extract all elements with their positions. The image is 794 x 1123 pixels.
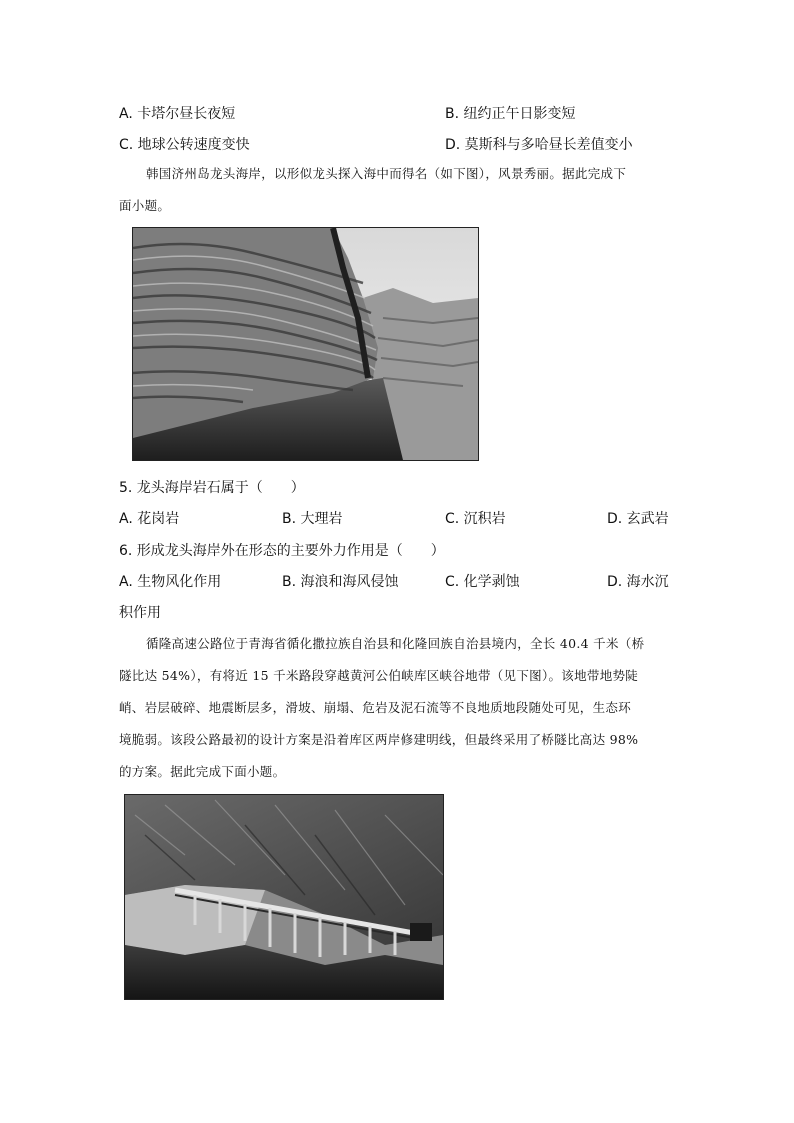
q6-option-d: D. 海水沉 [607,574,669,590]
q4-option-b: B. 纽约正午日影变短 [445,106,576,122]
intro-paragraph-2-line3: 峭、岩层破碎、地震断层多，滑坡、崩塌、危岩及泥石流等不良地质地段随处可见，生态环 [119,700,632,715]
highway-bridge-illustration [125,795,443,999]
intro-paragraph-2-line1: 循隆高速公路位于青海省循化撒拉族自治县和化隆回族自治县境内，全长 40.4 千米（桥 [146,636,645,651]
q5-stem: 5. 龙头海岸岩石属于（ ） [119,480,305,496]
intro-paragraph-1-line1: 韩国济州岛龙头海岸，以形似龙头探入海中而得名（如下图），风景秀丽。据此完成下 [146,166,627,181]
intro-paragraph-2-line2: 隧比达 54%），有将近 15 千米路段穿越黄河公伯峡库区峡谷地带（见下图）。该地带地势陡 [119,668,639,683]
q6-option-a: A. 生物风化作用 [119,574,222,590]
intro-paragraph-2-line4: 境脆弱。该段公路最初的设计方案是沿着库区两岸修建明线，但最终采用了桥隧比高达 98% [119,732,639,747]
highway-bridge-photo [124,794,444,1000]
q6-stem: 6. 形成龙头海岸外在形态的主要外力作用是（ ） [119,543,445,559]
coast-rock-illustration [133,228,478,460]
intro-paragraph-2-line5: 的方案。据此完成下面小题。 [119,764,286,779]
q4-option-a: A. 卡塔尔昼长夜短 [119,106,236,122]
q5-option-a: A. 花岗岩 [119,511,180,527]
q5-option-b: B. 大理岩 [282,511,343,527]
coast-rock-photo [132,227,479,461]
q6-option-c: C. 化学剥蚀 [445,574,520,590]
q4-option-c: C. 地球公转速度变快 [119,137,250,153]
q4-option-d: D. 莫斯科与多哈昼长差值变小 [445,137,633,153]
q5-option-d: D. 玄武岩 [607,511,669,527]
q5-option-c: C. 沉积岩 [445,511,506,527]
intro-paragraph-1-line2: 面小题。 [119,198,171,213]
q6-option-d-continued: 积作用 [119,605,161,621]
q6-option-b: B. 海浪和海风侵蚀 [282,574,399,590]
